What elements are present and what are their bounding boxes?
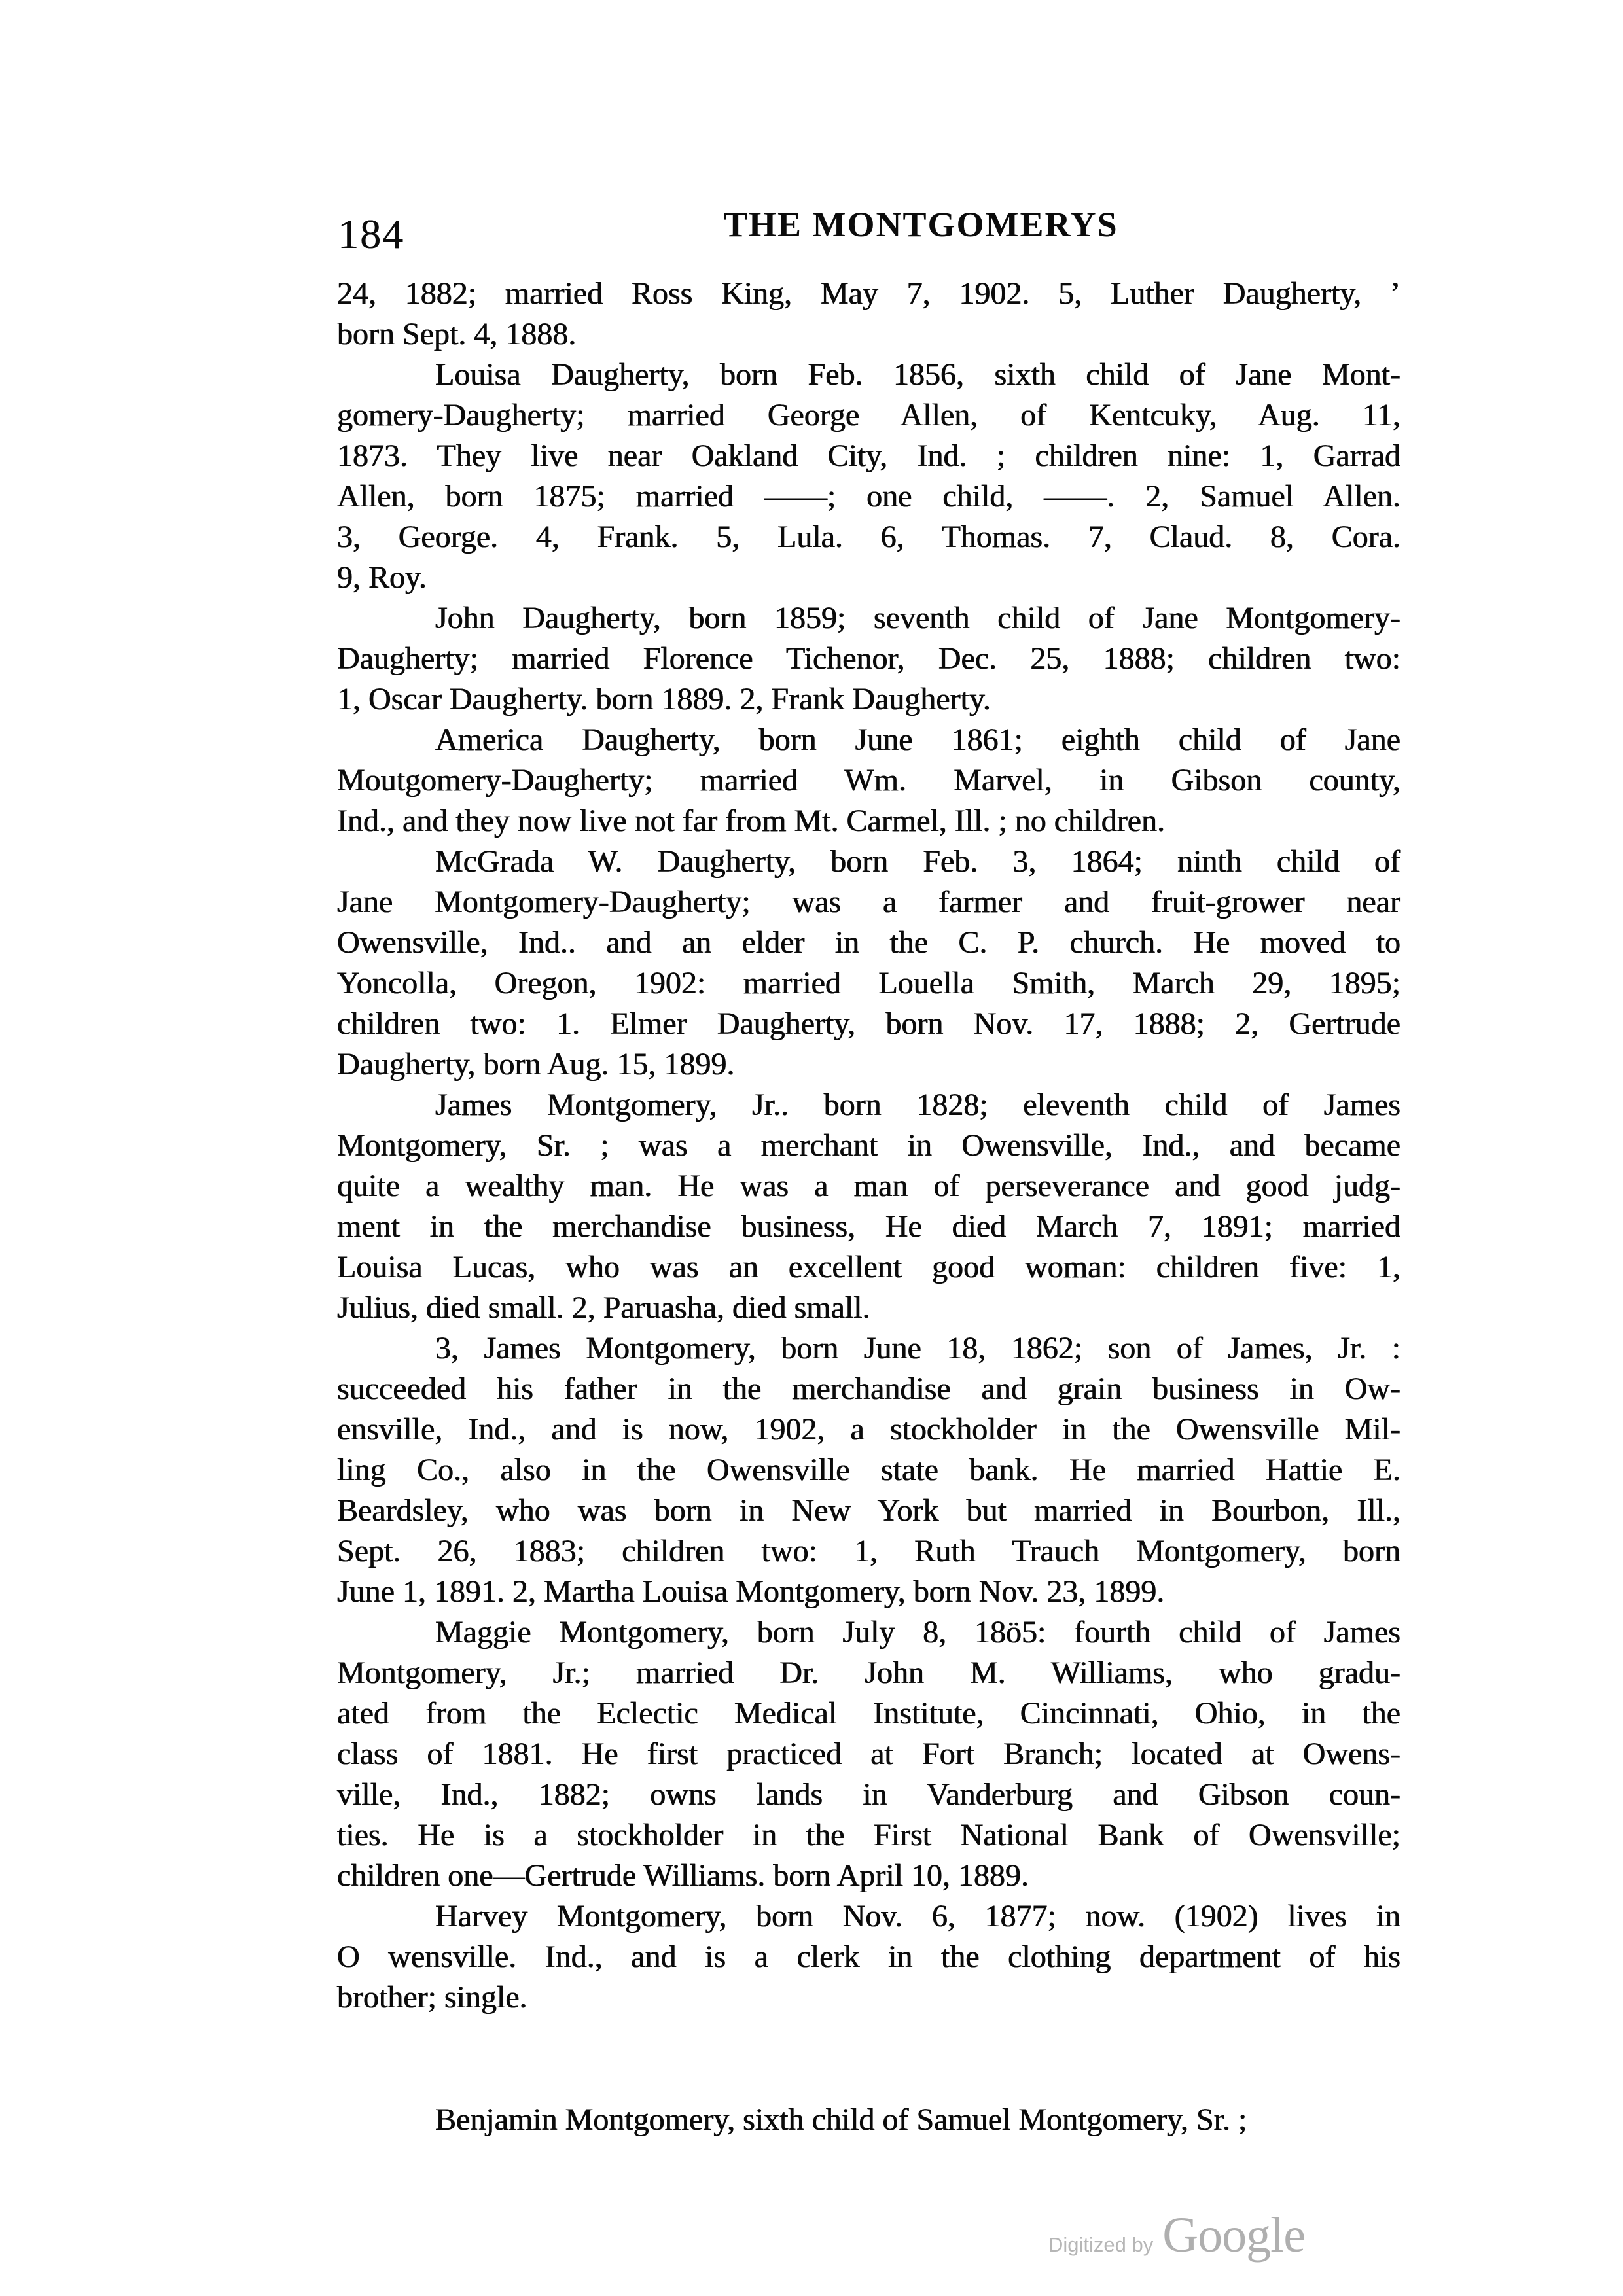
text-line: Louisa Lucas, who was an excellent good woman: children five: 1, <box>337 1250 1400 1284</box>
text-line: James Montgomery, Jr.. born 1828; eleventh child of James <box>435 1087 1400 1122</box>
text-line: ties. He is a stockholder in the First National Bank of Owensville; <box>337 1818 1400 1852</box>
text-line: ling Co., also in the Owensville state bank. He married Hattie E. <box>337 1453 1400 1487</box>
text-line: June 1, 1891. 2, Martha Louisa Montgomery, born Nov. 23, 1899. <box>337 1574 1165 1609</box>
text-line: Ind., and they now live not far from Mt. Carmel, Ill. ; no children. <box>337 804 1166 838</box>
text-line: ment in the merchandise business, He died March 7, 1891; married <box>337 1209 1400 1244</box>
text-line: class of 1881. He first practiced at Fort Branch; located at Owens- <box>337 1737 1400 1771</box>
text-line: Julius, died small. 2, Paruasha, died small. <box>337 1290 870 1325</box>
text-line: succeeded his father in the merchandise and grain business in Ow- <box>337 1371 1400 1406</box>
text-line: Moutgomery-Daugherty; married Wm. Marvel, in Gibson county, <box>337 763 1400 798</box>
running-header: THE MONTGOMERYS <box>724 205 1118 244</box>
text-line: children one—Gertrude Williams. born April 10, 1889. <box>337 1858 1029 1893</box>
text-line: Montgomery, Sr. ; was a merchant in Owensville, Ind., and became <box>337 1128 1400 1163</box>
text-line: O wensville. Ind., and is a clerk in the clothing department of his <box>337 1939 1400 1974</box>
text-line: gomery-Daugherty; married George Allen, of Kentcuky, Aug. 11, <box>337 398 1400 433</box>
text-line: Yoncolla, Oregon, 1902: married Louella Smith, March 29, 1895; <box>337 966 1400 1000</box>
text-line: Beardsley, who was born in New York but married in Bourbon, Ill., <box>337 1493 1400 1528</box>
text-line: McGrada W. Daugherty, born Feb. 3, 1864; ninth child of <box>435 844 1400 879</box>
text-line: ville, Ind., 1882; owns lands in Vanderburg and Gibson coun- <box>337 1777 1400 1812</box>
text-line: Maggie Montgomery, born July 8, 18ö5: fourth child of James <box>435 1615 1400 1650</box>
text-line: quite a wealthy man. He was a man of perseverance and good judg- <box>337 1169 1400 1203</box>
text-line: 3, James Montgomery, born June 18, 1862; son of James, Jr. : <box>435 1331 1400 1366</box>
text-line: 9, Roy. <box>337 560 427 595</box>
text-line: Daugherty; married Florence Tichenor, Dec. 25, 1888; children two: <box>337 641 1400 676</box>
text-line: Jane Montgomery-Daugherty; was a farmer and fruit-grower near <box>337 885 1400 919</box>
text-line: 1873. They live near Oakland City, Ind. ; children nine: 1, Garrad <box>337 438 1400 473</box>
text-line: born Sept. 4, 1888. <box>337 317 577 351</box>
text-line: brother; single. <box>337 1980 527 2015</box>
text-line: ensville, Ind., and is now, 1902, a stockholder in the Owensville Mil- <box>337 1412 1400 1447</box>
digitized-by-label: Digitized by <box>1048 2233 1154 2256</box>
text-block <box>337 274 1400 2140</box>
text-line: John Daugherty, born 1859; seventh child of Jane Montgomery- <box>435 601 1400 635</box>
text-line: children two: 1. Elmer Daugherty, born Nov. 17, 1888; 2, Gertrude <box>337 1006 1400 1041</box>
text-line: Sept. 26, 1883; children two: 1, Ruth Trauch Montgomery, born <box>337 1534 1400 1568</box>
text-line: Daugherty, born Aug. 15, 1899. <box>337 1047 735 1082</box>
text-line: 1, Oscar Daugherty. born 1889. 2, Frank Daugherty. <box>337 682 991 716</box>
text-line: 3, George. 4, Frank. 5, Lula. 6, Thomas. 7, Claud. 8, Cora. <box>337 520 1400 554</box>
text-line: ated from the Eclectic Medical Institute, Cincinnati, Ohio, in the <box>337 1696 1400 1731</box>
text-line: Benjamin Montgomery, sixth child of Samuel Montgomery, Sr. ; <box>435 2102 1247 2137</box>
text-line: 24, 1882; married Ross King, May 7, 1902. 5, Luther Daugherty, ʼ <box>337 276 1400 311</box>
text-line: Allen, born 1875; married ——; one child, ——. 2, Samuel Allen. <box>337 479 1400 514</box>
text-line: Owensville, Ind.. and an elder in the C. P. church. He moved to <box>337 925 1400 960</box>
text-line: Montgomery, Jr.; married Dr. John M. Williams, who gradu- <box>337 1655 1400 1690</box>
text-line: Harvey Montgomery, born Nov. 6, 1877; now. (1902) lives in <box>435 1899 1400 1934</box>
google-logo: Google <box>1162 2208 1305 2263</box>
page-number: 184 <box>338 211 404 257</box>
digitized-footer <box>1048 2208 1305 2263</box>
text-line: America Daugherty, born June 1861; eighth child of Jane <box>435 722 1400 757</box>
text-line: Louisa Daugherty, born Feb. 1856, sixth child of Jane Mont- <box>435 357 1400 392</box>
